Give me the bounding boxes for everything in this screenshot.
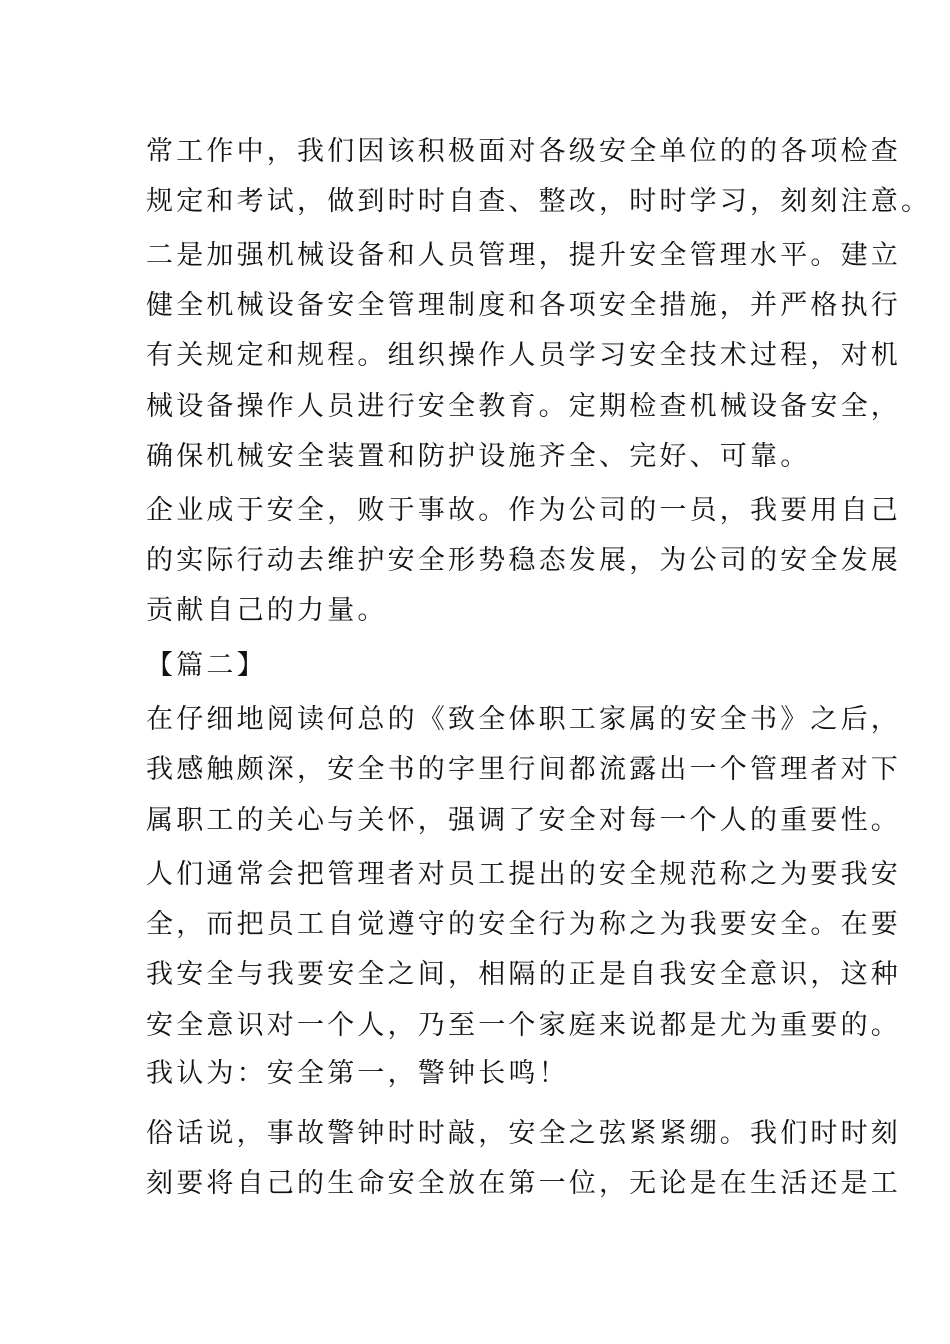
text-line: 俗话说，事故警钟时时敲，安全之弦紧紧绷。我们时时刻 bbox=[146, 1118, 901, 1149]
text-line: 健全机械设备安全管理制度和各项安全措施，并严格执行 bbox=[146, 290, 901, 321]
text-line: 我感触颇深，安全书的字里行间都流露出一个管理者对下 bbox=[146, 754, 901, 785]
text-line: 械设备操作人员进行安全教育。定期检查机械设备安全， bbox=[146, 391, 901, 422]
text-line: 贡献自己的力量。 bbox=[146, 595, 388, 626]
text-line: 二是加强机械设备和人员管理，提升安全管理水平。建立 bbox=[146, 240, 901, 271]
text-line: 刻要将自己的生命安全放在第一位，无论是在生活还是工 bbox=[146, 1168, 901, 1199]
text-line: 确保机械安全装置和防护设施齐全、完好、可靠。 bbox=[146, 441, 811, 472]
text-line: 企业成于安全，败于事故。作为公司的一员，我要用自己 bbox=[146, 495, 901, 526]
section-heading: 【篇二】 bbox=[146, 650, 267, 681]
text-line: 的实际行动去维护安全形势稳态发展，为公司的安全发展 bbox=[146, 545, 901, 576]
text-line: 安全意识对一个人，乃至一个家庭来说都是尤为重要的。 bbox=[146, 1010, 901, 1041]
text-line: 规定和考试，做到时时自查、整改，时时学习，刻刻注意。 bbox=[146, 186, 932, 217]
text-line: 全，而把员工自觉遵守的安全行为称之为我要安全。在要 bbox=[146, 909, 901, 940]
text-line: 我认为：安全第一，警钟长鸣！ bbox=[146, 1058, 569, 1089]
text-line: 我安全与我要安全之间，相隔的正是自我安全意识，这种 bbox=[146, 959, 901, 990]
text-line: 人们通常会把管理者对员工提出的安全规范称之为要我安 bbox=[146, 859, 901, 890]
text-line: 有关规定和规程。组织操作人员学习安全技术过程，对机 bbox=[146, 340, 901, 371]
text-line: 在仔细地阅读何总的《致全体职工家属的安全书》之后， bbox=[146, 704, 901, 735]
text-line: 属职工的关心与关怀，强调了安全对每一个人的重要性。 bbox=[146, 805, 901, 836]
text-line: 常工作中，我们因该积极面对各级安全单位的的各项检查 bbox=[146, 136, 901, 167]
